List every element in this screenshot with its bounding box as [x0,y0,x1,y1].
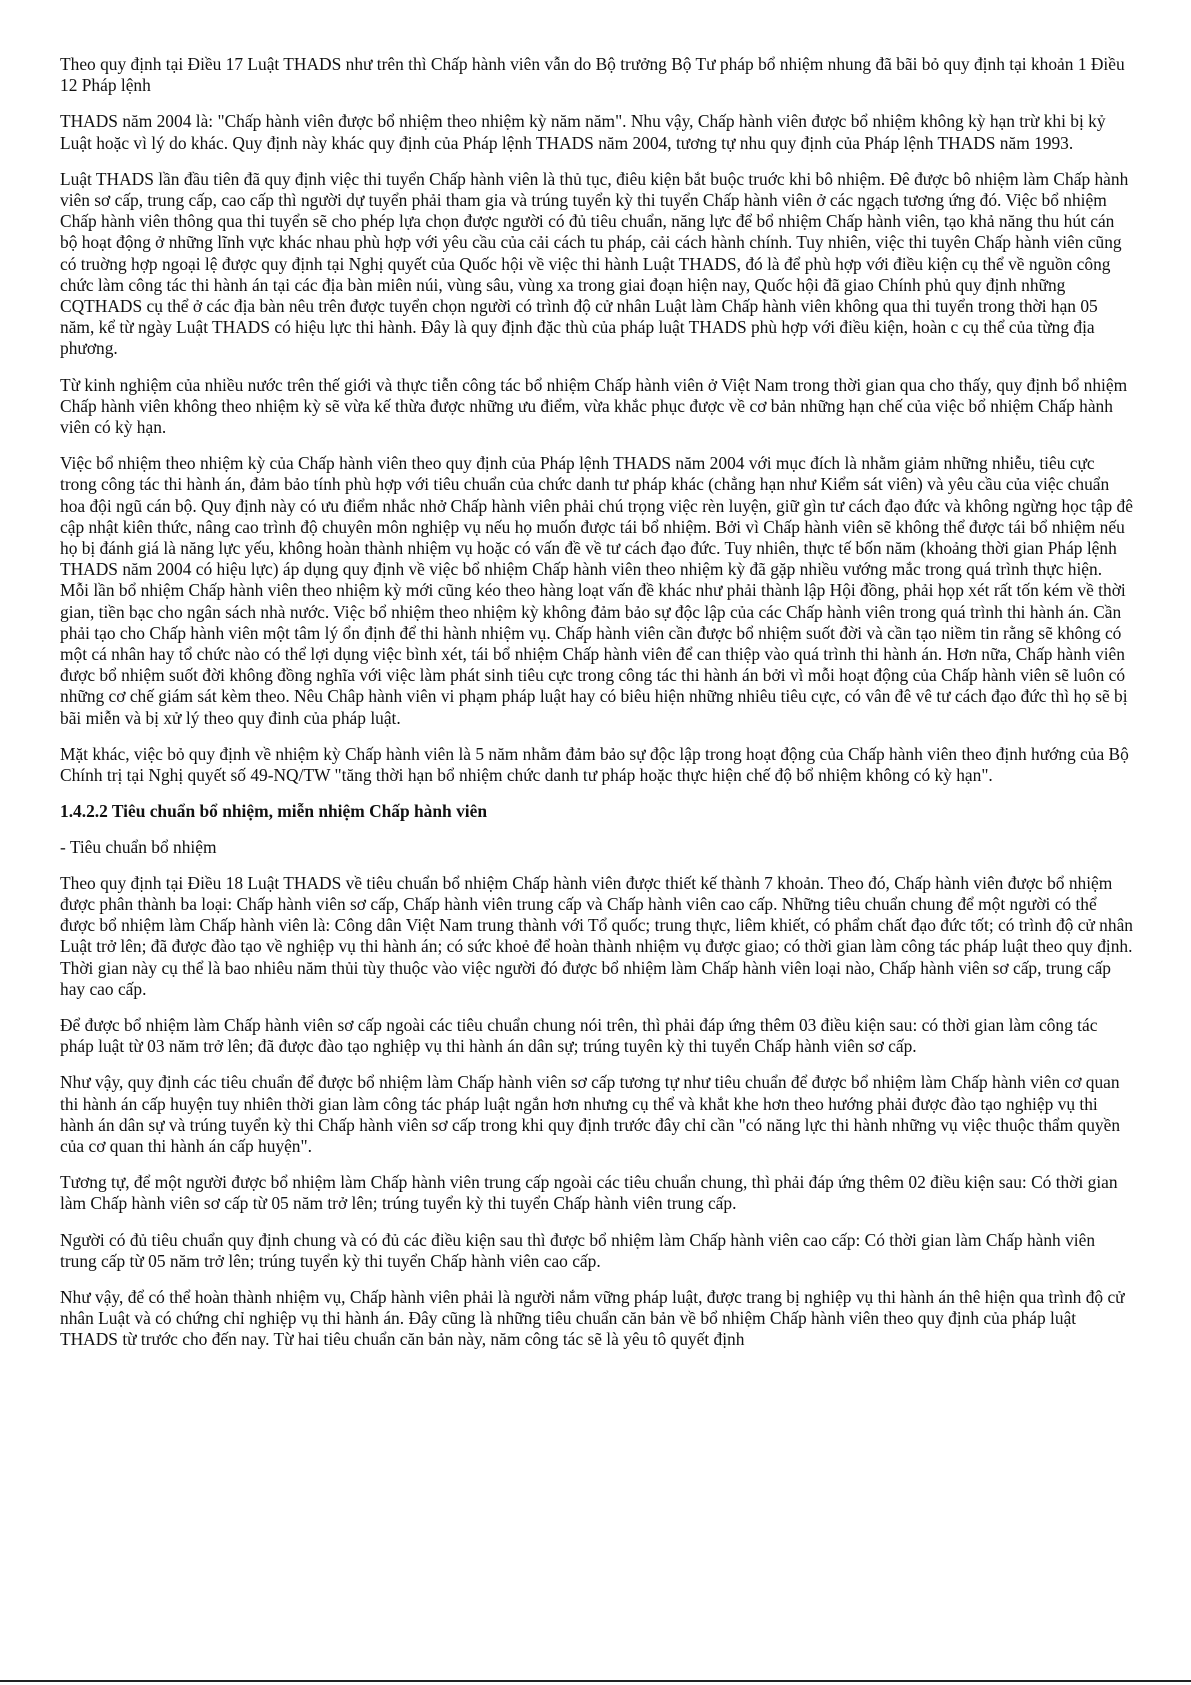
paragraph: Tương tự, để một người được bổ nhiệm làm Chấp hành viên trung cấp ngoài các tiêu chuẩn chung, thì phải đáp ứng thêm 02 điều kiện sau: Có thời gian làm Chấp hành viên sơ cấp từ 05 năm trở lên; trúng tuyển kỳ thi tuyển Chấp hành viên trung cấp. [60,1172,1118,1214]
paragraph: Như vậy, để có thể hoàn thành nhiệm vụ, Chấp hành viên phải là người nắm vững pháp luật, được trang bị nghiệp vụ thi hành án thê hiện qua trình độ cử nhân Luật và có chứng chỉ nghiệp vụ thi hành án. Đây cũng là những tiêu chuẩn căn bản về bổ nhiệm Chấp hành viên theo quy định của pháp luật THADS từ trước cho đến nay. Từ hai tiêu chuẩn căn bản này, năm công tác sẽ là yêu tô quyết định [60,1286,1125,1350]
section-heading: 1.4.2.2 Tiêu chuẩn bổ nhiệm, miễn nhiệm Chấp hành viên [60,801,487,822]
paragraph: Như vậy, quy định các tiêu chuẩn để được bổ nhiệm làm Chấp hành viên sơ cấp tương tự như tiêu chuẩn để được bổ nhiệm làm Chấp hành viên cơ quan thi hành án cấp huyện tuy nhiên thời gian làm công tác pháp luật ngắn hơn nhưng cụ thể và khắt khe hơn theo hướng phải được đào tạo nghiệp vụ thi hành án dân sự và trúng tuyển kỳ thi Chấp hành viên sơ cấp trong khi quy định trước đây chỉ cần "có năng lực thi hành những vụ việc thuộc thẩm quyền của cơ quan thi hành án cấp huyện". [60,1072,1121,1156]
paragraph: Người có đủ tiêu chuẩn quy định chung và có đủ các điều kiện sau thì được bổ nhiệm làm Chấp hành viên cao cấp: Có thời gian làm Chấp hành viên trung cấp từ 05 năm trở lên; trúng tuyển kỳ thi tuyển Chấp hành viên cao cấp. [60,1229,1096,1271]
paragraph: Luật THADS lần đầu tiên đã quy định việc thi tuyển Chấp hành viên là thủ tục, điêu kiện bắt buộc truớc khi bô nhiệm. Đê được bô nhiệm làm Chấp hành viên sơ cấp, trung cấp, cao cấp thì người dự tuyển phải tham gia và trúng tuyển kỳ thi tuyển Chấp hành viên ở các ngạch tương ứng đó. Việc bổ nhiệm Chấp hành viên thông qua thi tuyển sẽ cho phép lựa chọn được người có đủ tiêu chuẩn, năng lực để bổ nhiệm Chấp hành viên, tạo khả năng thu hút cán bộ hoạt động ở những lĩnh vực khác nhau phù hợp với yêu cầu của cải cách tu pháp, cải cách hành chính. Tuy nhiên, việc thi tuyên Chấp hành viên cũng có truờng hợp ngoại lệ được quy định tại Nghị quyết của Quốc hội về việc thi hành Luật THADS, đó là để phù hợp với điều kiện cụ thể về nguồn công chức làm công tác thi hành án tại các địa bàn miên núi, vùng sâu, vùng xa trong giai đoạn hiện nay, Quốc hội đã giao Chính phủ quy định những CQTHADS cụ thể ở các địa bàn nêu trên được tuyển chọn người có trình độ cử nhân Luật làm Chấp hành viên không qua thi tuyển trong thời hạn 05 năm, kể từ ngày Luật THADS có hiệu lực thi hành. Đây là quy định đặc thù của pháp luật THADS phù hợp với điều kiện, hoàn c cụ thể của từng địa phương. [60,168,1129,359]
paragraph: THADS năm 2004 là: "Chấp hành viên được bổ nhiệm theo nhiệm kỳ năm năm". Nhu vậy, Chấp hành viên được bổ nhiệm không kỳ hạn trừ khi bị kỷ Luật hoặc vì lý do khác. Quy định này khác quy định của Pháp lệnh THADS năm 2004, tương tự nhu quy định của Pháp lệnh THADS năm 1993. [60,111,1106,153]
paragraph: Theo quy định tại Điều 18 Luật THADS về tiêu chuẩn bổ nhiệm Chấp hành viên được thiết kế thành 7 khoản. Theo đó, Chấp hành viên được bổ nhiệm được phân thành ba loại: Chấp hành viên sơ cấp, Chấp hành viên trung cấp và Chấp hành viên cao cấp. Những tiêu chuẩn chung để một người có thể được bổ nhiệm làm Chấp hành viên là: Công dân Việt Nam trung thành với Tổ quốc; trung thực, liêm khiết, có phẩm chất đạo đức tốt; có trình độ cử nhân Luật trở lên; đã được đào tạo về nghiệp vụ thi hành án; có sức khoẻ để hoàn thành nhiệm vụ được giao; có thời gian làm công tác pháp luật theo quy định. Thời gian này cụ thể là bao nhiêu năm thủi tùy thuộc vào việc người đó được bổ nhiệm làm Chấp hành viên loại nào, Chấp hành viên sơ cấp, trung cấp hay cao cấp. [60,872,1133,999]
paragraph: Từ kinh nghiệm của nhiều nước trên thế giới và thực tiễn công tác bổ nhiệm Chấp hành viên ở Việt Nam trong thời gian qua cho thấy, quy định bổ nhiệm Chấp hành viên không theo nhiệm kỳ sẽ vừa kế thừa được những ưu điểm, vừa khắc phục được về cơ bản những hạn chế của việc bổ nhiệm Chấp hành viên có kỳ hạn. [60,374,1128,438]
paragraph: Để được bổ nhiệm làm Chấp hành viên sơ cấp ngoài các tiêu chuẩn chung nói trên, thì phải đáp ứng thêm 03 điều kiện sau: có thời gian làm công tác pháp luật từ 03 năm trở lên; đã được đào tạo nghiệp vụ thi hành án dân sự; trúng tuyên kỳ thi tuyển Chấp hành viên sơ cấp. [60,1014,1098,1057]
document-page [60,54,1135,1366]
sub-heading: - Tiêu chuẩn bổ nhiệm [60,836,217,857]
paragraph: Theo quy định tại Điều 17 Luật THADS như trên thì Chấp hành viên vẫn do Bộ trưởng Bộ Tư pháp bổ nhiệm nhung đã bãi bỏ quy định tại khoản 1 Điều 12 Pháp lệnh [60,54,1125,96]
paragraph: Mặt khác, việc bỏ quy định về nhiệm kỳ Chấp hành viên là 5 năm nhằm đảm bảo sự độc lập trong hoạt động của Chấp hành viên theo định hướng của Bộ Chính trị tại Nghị quyết số 49-NQ/TW "tăng thời hạn bổ nhiệm chức danh tư pháp hoặc thực hiện chế độ bổ nhiệm không có kỳ hạn". [60,743,1129,786]
page-bottom-divider [0,1680,1191,1682]
paragraph: Việc bổ nhiệm theo nhiệm kỳ của Chấp hành viên theo quy định của Pháp lệnh THADS năm 2004 với mục đích là nhằm giảm những nhiễu, tiêu cực trong công tác thi hành án, đảm bảo tính phù hợp với tiêu chuẩn của chức danh tư pháp khác (chẳng hạn như Kiểm sát viên) và yêu cầu của việc chuẩn hoa đội ngũ cán bộ. Quy định này có ưu điểm nhắc nhở Chấp hành viên phải chú trọng việc rèn luyện, giữ gìn tư cách đạo đức và không ngừng học tập đê cập nhật kiên thức, nâng cao trình độ chuyên môn nghiệp vụ nếu họ muốn được tái bổ nhiệm. Bởi vì Chấp hành viên sẽ không thể được tái bổ nhiệm nếu họ bị đánh giá là năng lực yếu, không hoàn thành nhiệm vụ hoặc có vấn đề về tư cách đạo đức. Tuy nhiên, thực tế bốn năm (khoảng thời gian Pháp lệnh THADS năm 2004 có hiệu lực) áp dụng quy định về việc bổ nhiệm Chấp hành viên theo nhiệm kỳ đã gặp nhiều vướng mắc trong quá trình thực hiện. Mỗi lần bổ nhiệm Chấp hành viên theo nhiệm kỳ mới cũng kéo theo hàng loạt vấn đề khác như phải thành lập Hội đồng, phải họp xét rất tốn kém về thời gian, tiền bạc cho ngân sách nhà nước. Việc bổ nhiệm theo nhiệm kỳ không đảm bảo sự độc lập của các Chấp hành viên trong quá trình thi hành án. Cần phải tạo cho Chấp hành viên một tâm lý ổn định để thi hành nhiệm vụ. Chấp hành viên cần được bổ nhiệm suốt đời và cần tạo niềm tin rằng sẽ không có một cá nhân hay tổ chức nào có thể lợi dụng việc bình xét, tái bổ nhiệm Chấp hành viên để can thiệp vào quá trình thi hành án. Hơn nữa, Chấp hành viên được bổ nhiệm suốt đời không đồng nghĩa với việc làm phát sinh tiêu cực trong công tác thi hành án bởi vì mỗi hoạt động của Chấp hành viên sẽ luôn có những cơ chế giám sát kèm theo. Nêu Châp hành viên vi phạm pháp luật hay có biêu hiện những nhiêu tiêu cực, có vân đê vê tư cách đạo đức thì họ sẽ bị bãi miễn và bị xử lý theo quy đinh của pháp luật. [60,453,1133,728]
